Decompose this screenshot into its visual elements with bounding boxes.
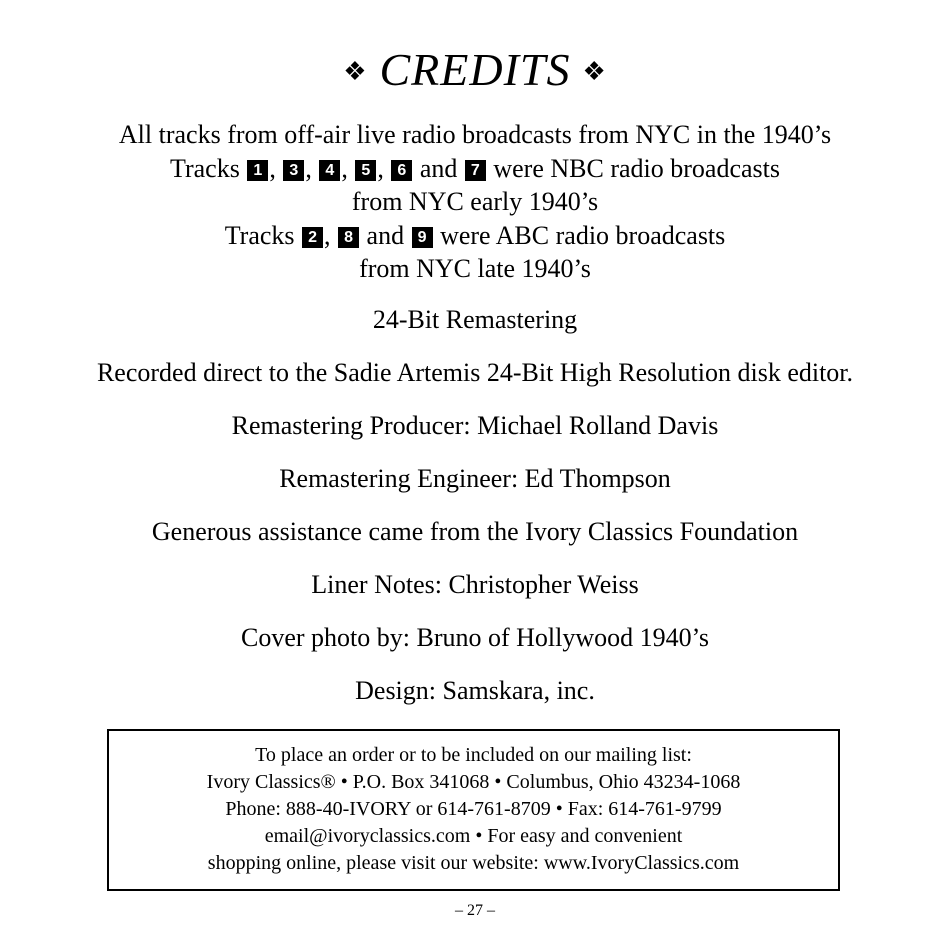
page-number: – 27 –: [455, 902, 495, 919]
title-text: CREDITS: [379, 44, 571, 95]
order-phone: Phone: 888-40-IVORY or 614-761-8709 • Fax: 614-761-9799: [225, 798, 722, 820]
track-number-badge: 6: [391, 160, 412, 181]
track-number-badge: 1: [247, 160, 268, 181]
order-email: email@ivoryclassics.com • For easy and convenient: [264, 825, 683, 847]
diamond-ornament-icon: ❖: [582, 57, 607, 87]
liner-notes-credit: Liner Notes: Christopher Weiss: [311, 570, 639, 599]
track-number-badge: 3: [283, 160, 304, 181]
cover-photo-credit: Cover photo by: Bruno of Hollywood 1940’s: [241, 623, 709, 652]
track-number-badge: 2: [302, 227, 323, 248]
broadcast-line-1: All tracks from off-air live radio broadcasts from NYC in the 1940’s: [118, 120, 832, 149]
broadcast-line-2: Tracks 1 , 3 , 4 , 5 , 6 and 7 were NBC radio broadcasts: [169, 153, 780, 183]
broadcast-line-3: from NYC early 1940’s: [351, 187, 599, 216]
broadcast-line-4: Tracks 2 , 8 and 9 were ABC radio broadcasts: [224, 220, 726, 250]
track-number-badge: 9: [412, 227, 433, 248]
producer-credit: Remastering Producer: Michael Rolland Davis: [231, 411, 719, 440]
broadcast-info: [0, 118, 950, 286]
remastering-line: 24-Bit Remastering: [372, 305, 578, 334]
track-number-badge: 4: [319, 160, 340, 181]
order-address: Ivory Classics® • P.O. Box 341068 • Columbus, Ohio 43234-1068: [206, 771, 741, 793]
assistance-credit: Generous assistance came from the Ivory Classics Foundation: [151, 517, 799, 546]
track-number-badge: 5: [355, 160, 376, 181]
page-title: [0, 40, 950, 104]
design-credit: Design: Samskara, inc.: [355, 676, 595, 705]
engineer-credit: Remastering Engineer: Ed Thompson: [279, 464, 671, 493]
broadcast-line-5: from NYC late 1940’s: [359, 254, 591, 283]
track-number-badge: 7: [465, 160, 486, 181]
track-number-badge: 8: [338, 227, 359, 248]
order-website: shopping online, please visit our website: www.IvoryClassics.com: [207, 852, 740, 874]
recorded-line: Recorded direct to the Sadie Artemis 24-Bit High Resolution disk editor.: [96, 358, 854, 387]
order-line-1: To place an order or to be included on our mailing list:: [255, 744, 692, 766]
diamond-ornament-icon: ❖: [343, 57, 368, 87]
order-info-box: [107, 729, 840, 891]
